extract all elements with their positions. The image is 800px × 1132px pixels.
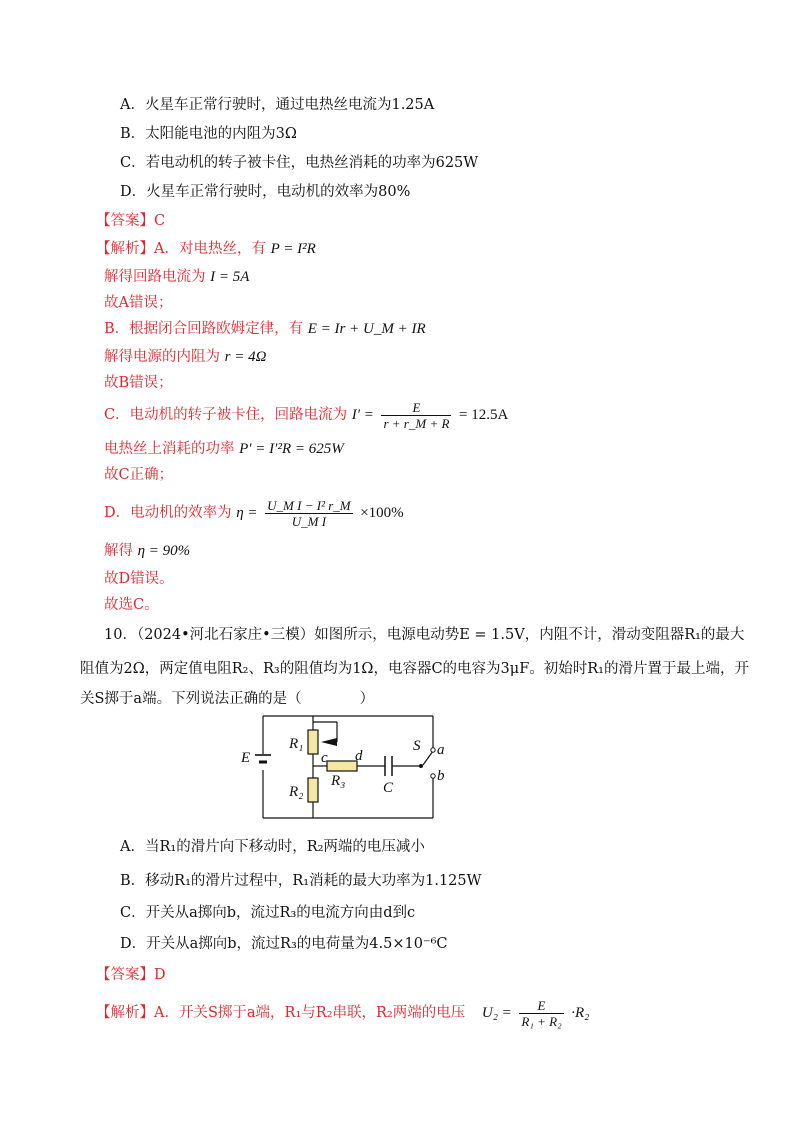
equation-c-fraction <box>381 400 451 431</box>
analysis-d-solve <box>104 542 190 560</box>
option-d-q10: D．开关从a掷向b，流过R₃的电荷量为4.5×10⁻⁶C <box>120 936 448 952</box>
analysis-b-intro: B．根据闭合回路欧姆定律，有 <box>104 321 304 337</box>
answer-1 <box>96 212 165 230</box>
label-e: E <box>241 750 251 766</box>
analysis-b-conclusion: 故B错误； <box>104 375 173 391</box>
question-10-line-2: 阻值为2Ω，两定值电阻R₂、R₃的阻值均为1Ω，电容器C的电容为3μF。初始时R₁的滑片置于最上端，开 <box>80 661 749 677</box>
option-c-q10: C．开关从a掷向b，流过R₃的电流方向由d到c <box>120 905 416 921</box>
analysis-a-solve-text: 解得回路电流为 <box>104 269 206 285</box>
equation-a: P = I²R <box>270 241 316 257</box>
label-capacitor: C <box>383 780 394 796</box>
fraction-denominator: R₁ + R₂ <box>521 1013 562 1029</box>
analysis-2-text: A．开关S掷于a端，R₁与R₂串联，R₂两端的电压 <box>154 1005 466 1021</box>
equation-b: E = Ir + U_M + IR <box>307 321 426 337</box>
label-d-point: d <box>355 748 363 764</box>
analysis-a-solve <box>104 268 249 286</box>
equation-u2-lhs: U₂ = <box>481 1005 512 1021</box>
equation-d-lhs: η = <box>236 505 258 521</box>
label-c-point: c <box>321 750 328 766</box>
analysis-a-intro: A．对电热丝，有 <box>154 241 266 257</box>
terminal-b-icon <box>431 774 435 778</box>
option-b-top: B．太阳能电池的内阻为3Ω <box>120 126 297 142</box>
analysis-b <box>104 320 426 338</box>
slider-arrow-icon <box>321 738 337 746</box>
label-r1: R₁ <box>289 736 304 752</box>
equation-d-solve: η = 90% <box>137 543 191 559</box>
analysis-c-conclusion: 故C正确； <box>104 467 174 483</box>
analysis-a <box>96 240 316 258</box>
fraction-denominator: r + r_M + R <box>383 415 450 431</box>
label-r2: R₂ <box>289 784 304 800</box>
equation-d-rhs: ×100% <box>360 505 404 521</box>
answer-value: C <box>154 213 166 229</box>
answer-label: 【答案】 <box>96 213 154 229</box>
analysis-label: 【解析】 <box>96 1005 154 1021</box>
fraction-numerator: E <box>519 998 563 1014</box>
analysis-c-power-text: 电热丝上消耗的功率 <box>104 441 235 457</box>
option-d-top: D．火星车正常行驶时，电动机的效率为80% <box>120 184 411 200</box>
analysis-a-conclusion: 故A错误； <box>104 295 173 311</box>
fraction-denominator: U_M I <box>291 513 327 529</box>
analysis-d-solve-text: 解得 <box>104 543 133 559</box>
answer-2 <box>96 966 166 984</box>
question-10-line-3: 关S掷于a端。下列说法正确的是（ ） <box>80 691 375 707</box>
equation-u2-fraction <box>519 998 563 1029</box>
label-r3: R₃ <box>331 773 346 789</box>
terminal-a-icon <box>431 748 435 752</box>
resistor-r1-icon <box>308 730 318 754</box>
equation-a-solve: I = 5A <box>210 269 250 285</box>
equation-b-solve: r = 4Ω <box>224 349 267 365</box>
label-switch: S <box>413 738 421 754</box>
resistor-r3-icon <box>327 761 357 771</box>
option-c-top: C．若电动机的转子被卡住，电热丝消耗的功率为625W <box>120 155 479 171</box>
label-b: b <box>437 768 445 784</box>
analysis-c <box>104 398 508 432</box>
option-b-q10: B．移动R₁的滑片过程中，R₁消耗的最大功率为1.125W <box>120 873 482 889</box>
analysis-2 <box>96 996 589 1030</box>
switch-pivot-icon <box>419 764 423 768</box>
fraction-numerator: E <box>381 400 451 416</box>
answer-value: D <box>154 967 166 983</box>
analysis-b-solve <box>104 348 266 366</box>
option-a-top: A．火星车正常行驶时，通过电热丝电流为1.25A <box>120 97 435 113</box>
analysis-b-solve-text: 解得电源的内阻为 <box>104 349 220 365</box>
fraction-numerator: U_M I − I² r_M <box>267 497 351 513</box>
label-a: a <box>437 742 445 758</box>
analysis-c-intro: C．电动机的转子被卡住，回路电流为 <box>104 407 348 423</box>
question-10-line-1: 10．（2024•河北石家庄•三模）如图所示，电源电动势E = 1.5V，内阻不计，滑动变阻器R₁的最大 <box>104 627 745 643</box>
equation-c-rhs: = 12.5A <box>459 407 509 423</box>
answer-label: 【答案】 <box>96 967 154 983</box>
final-answer-1: 故选C。 <box>104 597 159 613</box>
analysis-label: 【解析】 <box>96 241 154 257</box>
circuit-diagram <box>235 710 455 822</box>
equation-u2-rhs: ·R₂ <box>571 1005 590 1021</box>
option-a-q10: A．当R₁的滑片向下移动时，R₂两端的电压减小 <box>120 839 425 855</box>
equation-c-lhs: I′ = <box>351 407 374 423</box>
equation-d-fraction <box>265 498 352 529</box>
analysis-d <box>104 496 404 530</box>
resistor-r2-icon <box>308 778 318 802</box>
analysis-d-conclusion: 故D错误。 <box>104 571 174 587</box>
equation-c-power: P′ = I′²R = 625W <box>239 441 344 457</box>
analysis-c-power <box>104 440 344 458</box>
analysis-d-intro: D．电动机的效率为 <box>104 505 232 521</box>
